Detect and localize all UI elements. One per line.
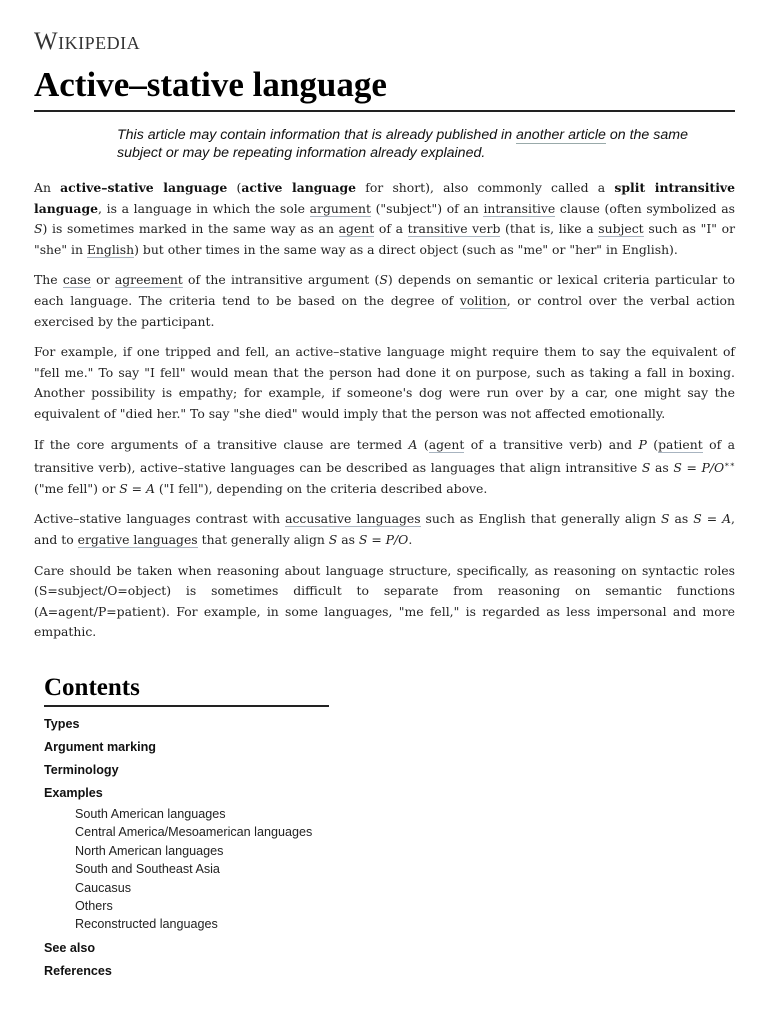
symbol: S: [661, 511, 670, 527]
paragraph-2: The case or agreement of the intransitive argument (S) depends on semantic or lexical criteria particular to each language. The criteria tend to be based on the degree of volition, or control over the verbal action exercised by the participant.: [34, 272, 736, 329]
toc-subitem-reconstructed[interactable]: Reconstructed languages: [75, 917, 218, 932]
link-accusative-languages[interactable]: accusative languages: [285, 511, 421, 527]
hatnote-text: This article may contain information that is already published in: [117, 127, 517, 143]
toc-subitem-north-american[interactable]: North American languages: [75, 843, 224, 858]
toc-item-argument-marking[interactable]: Argument marking: [44, 740, 156, 754]
wikipedia-wordmark[interactable]: Wikipedia: [34, 28, 141, 55]
paragraph-1: An active–stative language (active language for short), also commonly called a split intransitive language, is a language in which the sole argument ("subject") of an intransitive clause (often symbolized as S) is sometimes marked in the same way as an agent of a transitive verb (that is, like a subject such as "I" or "she" in English) but other times in the same way as a direct object (such as "me" or "her" in English).: [34, 180, 735, 257]
bold-term: split intransitive language: [34, 180, 735, 216]
link-argument[interactable]: argument: [309, 200, 371, 216]
link-agent-2[interactable]: agent: [428, 436, 465, 452]
link-ergative-languages[interactable]: ergative languages: [77, 532, 198, 548]
toc-item-terminology[interactable]: Terminology: [44, 763, 119, 777]
toc-subitem-south-american[interactable]: South American languages: [75, 807, 226, 821]
formula: S = A: [119, 480, 155, 496]
hatnote-link-another-article[interactable]: another article: [516, 127, 606, 143]
symbol: S: [641, 460, 651, 476]
link-english[interactable]: English: [86, 241, 135, 257]
formula: S = P/O: [673, 460, 725, 476]
article-body: [34, 178, 735, 653]
toc-item-types[interactable]: Types: [44, 717, 80, 731]
toc-subitem-south-southeast-asia[interactable]: South and Southeast Asia: [75, 862, 220, 877]
paragraph-3: For example, if one tripped and fell, an active–stative language might require them to say the equivalent of "fell me." To say "I fell" would mean that the person had done it on purpose, such as taking a fall in boxing. Another possibility is empathy; for example, if someone's dog were run over by a car, one might say the equivalent of "died her." To say "she died" would imply that the person was not affected emotionally.: [34, 344, 735, 421]
toc-subitem-caucasus[interactable]: Caucasus: [75, 880, 132, 895]
paragraph-4: If the core arguments of a transitive clause are termed A (agent of a transitive verb) and P (patient of a transitive verb), active–stative languages can be described as languages that align intransitive S as S = P/O∗∗ ("me fell") or S = A ("I fell"), depending on the criteria described above.: [34, 436, 735, 496]
link-patient[interactable]: patient: [658, 436, 703, 452]
link-transitive-verb[interactable]: transitive verb: [407, 221, 501, 237]
symbol: P: [638, 436, 647, 452]
link-intransitive[interactable]: intransitive: [483, 200, 556, 216]
toc-subitem-mesoamerican[interactable]: Central America/Mesoamerican languages: [75, 825, 313, 840]
bold-term: active language: [241, 180, 357, 195]
toc-list: [44, 713, 329, 983]
paragraph-5: Active–stative languages contrast with accusative languages such as English that generally align S as S = A, and to ergative languages that generally align S as S = P/O.: [34, 511, 735, 548]
paragraph-6: Care should be taken when reasoning about language structure, specifically, as reasoning on syntactic roles (S=subject/O=object) is sometimes difficult to separate from reasoning on semantic functions (A=agent/P=patient). For example, in some languages, "me fell," is regarded as less impersonal and more empathic.: [34, 562, 735, 640]
symbol: S: [34, 221, 43, 237]
symbol: S: [379, 272, 388, 288]
page-title: Active–stative language: [34, 63, 735, 112]
link-agreement[interactable]: agreement: [114, 272, 183, 288]
toc-item-see-also[interactable]: See also: [44, 940, 96, 955]
toc-item-examples[interactable]: Examples: [44, 786, 103, 800]
link-agent[interactable]: agent: [338, 221, 375, 237]
formula: S = P/O: [358, 532, 409, 548]
link-volition[interactable]: volition: [459, 292, 507, 308]
hatnote: [117, 126, 727, 162]
toc-subitem-others[interactable]: Others: [75, 899, 113, 914]
toc-item-references[interactable]: References: [44, 963, 112, 978]
link-case[interactable]: case: [62, 272, 91, 288]
symbol: S: [328, 532, 338, 548]
hatnote-text-end: on the same subject or may be repeating information already explained.: [117, 127, 688, 161]
table-of-contents: [44, 672, 329, 983]
bold-term: active–stative language: [60, 180, 228, 195]
footnote-marker[interactable]: ∗∗: [724, 460, 735, 470]
symbol: A: [408, 436, 418, 452]
formula: S = A: [693, 511, 732, 527]
link-subject[interactable]: subject: [598, 221, 644, 237]
contents-heading: Contents: [44, 672, 329, 707]
